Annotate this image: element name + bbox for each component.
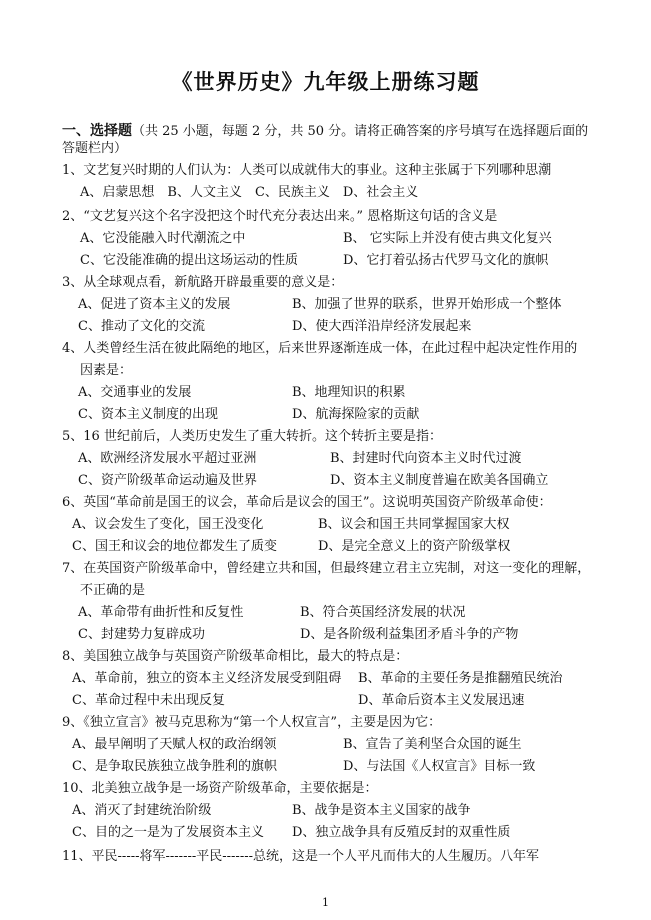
question-stem: 6、英国“革命前是国王的议会，革命后是议会的国王”。这说明英国资产阶级革命使： <box>62 495 552 510</box>
question-option-c: C、资本主义制度的出现 <box>78 407 218 422</box>
question-option-b: B、宣告了美利坚合众国的诞生 <box>343 737 522 752</box>
question-option-c: C、封建势力复辟成功 <box>78 627 205 642</box>
section-heading: 一、选择题 <box>62 123 132 139</box>
section-instruction: （共 25 小题，每题 2 分，共 50 分。请将正确答案的序号填写在选择题后面的 <box>132 124 589 139</box>
question-stem: 5、16 世纪前后，人类历史发生了重大转折。这个转折主要是指： <box>62 429 442 444</box>
question-option-d: D、是完全意义上的资产阶级掌权 <box>318 539 511 554</box>
question-stem: 1、文艺复兴时期的人们认为：人类可以成就伟大的事业。这种主张属于下列哪种思潮 <box>62 163 552 178</box>
question-option-c: C、推动了文化的交流 <box>78 319 205 334</box>
question-option-b: B、战争是资本主义国家的战争 <box>292 803 471 818</box>
question-option-c: C、国王和议会的地位都发生了质变 <box>72 539 277 554</box>
question-stem: 10、北美独立战争是一场资产阶级革命，主要依据是： <box>62 781 378 796</box>
question-option-b: B、 它实际上并没有使古典文化复兴 <box>343 231 552 246</box>
question-option-c: C、资产阶级革命运动遍及世界 <box>78 473 257 488</box>
question-option-c: C、是争取民族独立战争胜利的旗帜 <box>72 759 277 774</box>
question-option-a: A、欧洲经济发展水平超过亚洲 <box>78 451 257 466</box>
question-stem-cont: 因素是： <box>80 363 133 378</box>
question-option-c: C、革命过程中未出现反复 <box>72 693 225 708</box>
question-option-a: A、最早阐明了天赋人权的政治纲领 <box>72 737 277 752</box>
question-stem-cont: 不正确的是 <box>80 583 146 598</box>
question-stem: 2、“文艺复兴这个名字没把这个时代充分表达出来。” 恩格斯这句话的含义是 <box>62 209 498 224</box>
question-option-b: B、符合英国经济发展的状况 <box>300 605 466 620</box>
question-option-a: A、它没能融入时代潮流之中 <box>80 231 246 246</box>
question-stem: 8、美国独立战争与英国资产阶级革命相比，最大的特点是： <box>62 649 409 664</box>
question-option-a: A、革命带有曲折性和反复性 <box>78 605 244 620</box>
question-options-row: A、启蒙思想 B、人文主义 C、民族主义 D、社会主义 <box>80 185 419 200</box>
question-option-a: A、革命前，独立的资本主义经济发展受到阻碍 <box>72 671 342 686</box>
question-option-a: A、议会发生了变化，国王没变化 <box>72 517 264 532</box>
question-stem: 7、在英国资产阶级革命中，曾经建立共和国，但最终建立君主立宪制，对这一变化的理解， <box>62 561 591 576</box>
question-option-b: B、封建时代向资本主义时代过渡 <box>330 451 522 466</box>
question-stem: 9、《独立宣言》被马克思称为“第一个人权宣言”，主要是因为它： <box>62 715 442 730</box>
page-number: 1 <box>322 896 329 909</box>
page-title: 《世界历史》九年级上册练习题 <box>171 69 480 94</box>
section-heading-line <box>62 122 588 141</box>
question-option-d: D、航海探险家的贡献 <box>292 407 420 422</box>
section-instruction-cont: 答题栏内） <box>62 141 128 156</box>
question-option-d: D、使大西洋沿岸经济发展起来 <box>292 319 472 334</box>
question-option-a: A、交通事业的发展 <box>78 385 192 400</box>
question-option-a: A、促进了资本主义的发展 <box>78 297 231 312</box>
question-option-b: B、议会和国王共同掌握国家大权 <box>318 517 510 532</box>
question-option-b: B、地理知识的积累 <box>292 385 406 400</box>
question-option-a: A、消灭了封建统治阶级 <box>72 803 212 818</box>
question-option-b: B、革命的主要任务是推翻殖民统治 <box>358 671 563 686</box>
question-option-c: C、目的之一是为了发展资本主义 <box>72 825 264 840</box>
question-option-c: C、它没能准确的提出这场运动的性质 <box>80 253 298 268</box>
question-option-d: D、是各阶级利益集团矛盾斗争的产物 <box>300 627 519 642</box>
question-option-b: B、加强了世界的联系，世界开始形成一个整体 <box>292 297 562 312</box>
question-option-d: D、它打着弘扬古代罗马文化的旗帜 <box>343 253 549 268</box>
question-option-d: D、资本主义制度普遍在欧美各国确立 <box>330 473 549 488</box>
question-option-d: D、独立战争具有反殖反封的双重性质 <box>292 825 511 840</box>
question-option-d: D、与法国《人权宣言》目标一致 <box>343 759 536 774</box>
question-option-d: D、革命后资本主义发展迅速 <box>358 693 525 708</box>
question-stem: 4、人类曾经生活在彼此隔绝的地区，后来世界逐渐连成一体，在此过程中起决定性作用的 <box>62 341 578 356</box>
question-stem: 3、从全球观点看，新航路开辟最重要的意义是： <box>62 275 344 290</box>
question-stem: 11、平民-----将军-------平民-------总统，这是一个人平凡而伟大的人生履历。八年军 <box>62 849 540 864</box>
